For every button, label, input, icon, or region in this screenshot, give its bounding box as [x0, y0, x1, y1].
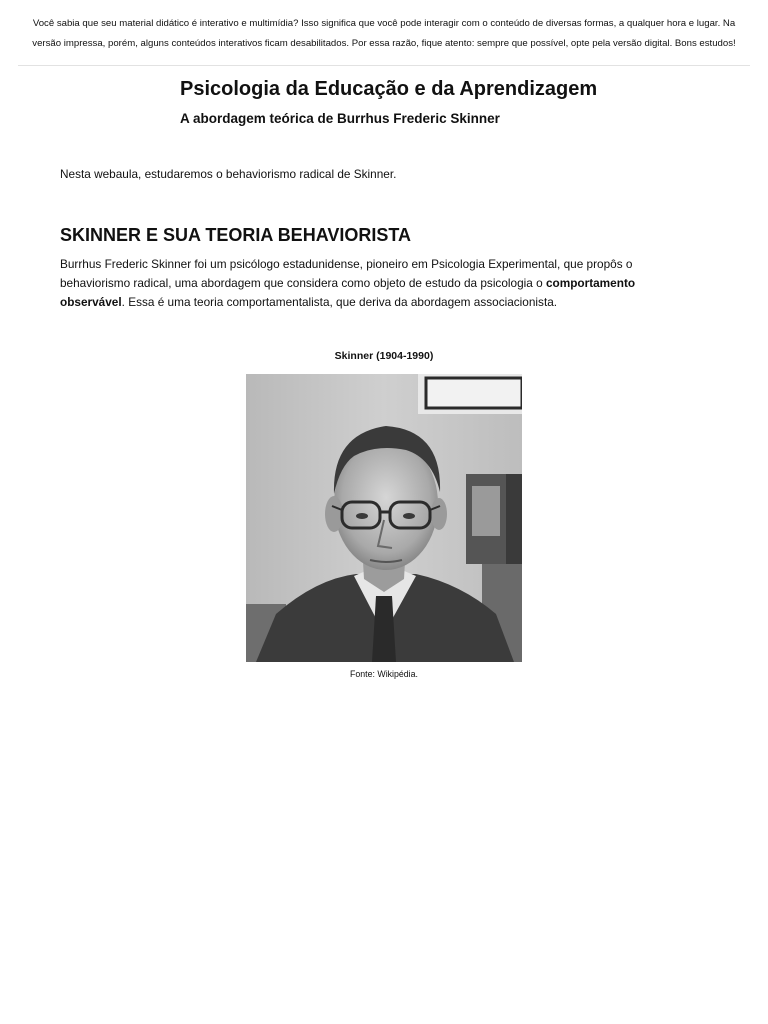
figure-source: Fonte: Wikipédia.	[350, 669, 418, 679]
digital-version-notice: Você sabia que seu material didático é interativo e multimídia? Isso significa que você pode interagir com o conteúdo de diversas formas, a qualquer hora e lugar. Na versão impressa, porém, alguns conteúdos interativos ficam desabilitados. Por essa razão, fique atento: sempre que possível, opte pela versão digital. Bons estudos!	[32, 18, 736, 49]
paragraph-text-start: Burrhus Frederic Skinner foi um psicólogo estadunidense, pioneiro em Psicologia Experimental, que propôs o behaviorismo radical, uma abordagem que considera como objeto de estudo da psicologia o	[60, 257, 633, 290]
section-heading: SKINNER E SUA TEORIA BEHAVIORISTA	[60, 225, 412, 245]
skinner-portrait-photo	[246, 374, 522, 662]
page-subtitle: A abordagem teórica de Burrhus Frederic Skinner	[180, 111, 500, 126]
section-paragraph	[60, 255, 666, 312]
figure-caption: Skinner (1904-1990)	[334, 350, 434, 362]
paragraph-text-end: . Essa é uma teoria comportamentalista, que deriva da abordagem associacionista.	[121, 295, 558, 309]
page-title: Psicologia da Educação e da Aprendizagem	[180, 78, 598, 100]
paragraph-highlight: comportamento observável	[60, 276, 636, 309]
intro-text: Nesta webaula, estudaremos o behaviorismo radical de Skinner.	[60, 167, 397, 181]
header-divider	[18, 65, 750, 66]
